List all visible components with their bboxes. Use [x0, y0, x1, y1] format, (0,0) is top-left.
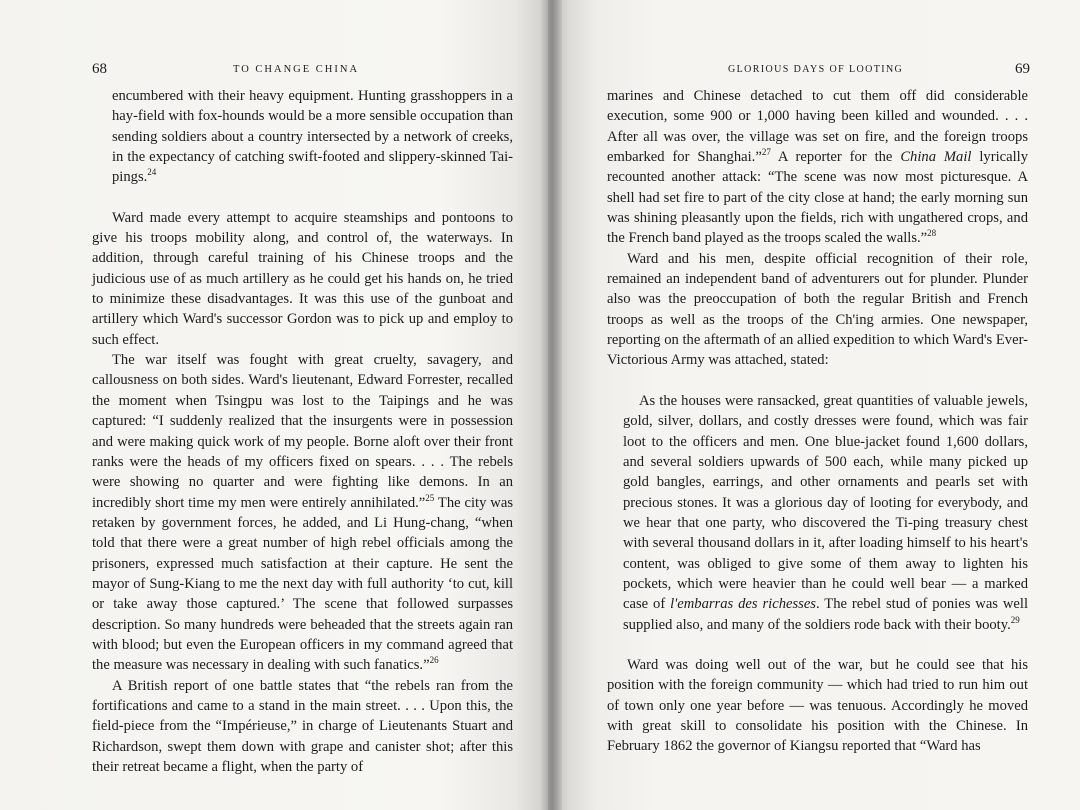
footnote-ref: 28	[927, 228, 937, 239]
paragraph-text: A reporter for the	[770, 149, 901, 166]
paragraph: Ward and his men, despite official recognition of their role, remained an independent band of adventurers out for plunder. Plunder also was the preoccupation of both the regular British and French troops as well as the troops of the Ch'ing armies. One newspaper, reporting on the aftermath of an allied expedition to which Ward's Ever-Victorious Army was attached, stated:	[607, 250, 1028, 369]
italic-phrase: l'embarras des richesses	[670, 596, 816, 613]
paragraph	[607, 86, 1028, 249]
paragraph-text: lyrically recounted another attack: “The scene was now most picturesque. A shell had set fire to part of the city close at hand; the early morning sun was shining pleasantly upon the fields, rich with ungathered crops, and the French band played as the troops scaled the walls.”	[607, 149, 1029, 247]
running-head: TO CHANGE CHINA	[233, 64, 360, 75]
quote-text: . The rebel stud of ponies was well supplied also, and many of the soldiers rode back with their booty.	[623, 596, 1029, 633]
paragraph	[92, 350, 513, 676]
block-quote	[92, 86, 513, 188]
footnote-ref: 29	[1010, 614, 1020, 625]
footnote-ref: 25	[425, 492, 435, 503]
paragraph-text: marines and Chinese detached to cut them off did considerable execution, some 900 or 1,000 having been killed and wounded. . . . After all was over, the village was set on fire, and the foreign troops embarked for Shanghai.”	[607, 88, 1028, 166]
quote-text: As the houses were ransacked, great quantities of valuable jewels, gold, silver, dollars, and costly dresses were found, which was fair loot to the officers and men. One blue-jacket found 1,600 dollars, and several soldiers upwards of 500 each, while many picked up gold bangles, earrings, and other ornaments and pearls set with precious stones. It was a glorious day of looting for everybody, and we hear that one party, who discovered the Ti-ping treasury chest with several thousand dollars in it, after loading himself to his heart's content, was obliged to give some of them away to lighten his pockets, which were heavier than he could well bear — a marked case of	[623, 392, 1028, 613]
body-text	[607, 86, 1028, 757]
quote-text: encumbered with their heavy equipment. Hunting grasshoppers in a hay-field with fox-hounds would be a more sensible occupation than sending soldiers about a country intersected by a network of creeks, in the expectancy of catching swift-footed and slippery-skinned Tai-pings.	[112, 88, 513, 186]
book-gutter	[540, 0, 562, 810]
paragraph-text: The city was retaken by government forces, he added, and Li Hung-chang, “when told that there were a great number of high rebel officials among the prisoners, expressed much satisfaction at their capture. He sent the mayor of Sung-Kiang to me the next day with full authority ‘to cut, kill or take away those captured.’ The scene that followed surpasses description. So many hundreds were beheaded that the streets again ran with blood; but even the European officers in my command agreed that the measure was necessary in dealing with such fanatics.”	[92, 494, 513, 674]
body-text	[92, 86, 513, 777]
right-page	[548, 0, 1080, 810]
footnote-ref: 24	[147, 167, 157, 178]
running-head: GLORIOUS DAYS OF LOOTING	[728, 64, 904, 75]
paragraph: Ward made every attempt to acquire steamships and pontoons to give his troops mobility along, and control of, the waterways. In addition, through careful training of his Chinese troops and the judicious use of as much artillery as he could get his hands on, he tried to minimize these disadvantages. It was this use of the gunboat and artillery which Ward's successor Gordon was to pick up and employ to such effect.	[92, 209, 513, 348]
paragraph-text: The war itself was fought with great cruelty, savagery, and callousness on both sides. Ward's lieutenant, Edward Forrester, recalled the moment when Tsingpu was lost to the Taipings and he was captured: “I suddenly realized that the insurgents were in possession and were making quick work of my people. Borne aloft over their front ranks were the heads of my officers fixed on spears. . . . The rebels were showing no quarter and were fighting like demons. In an incredibly short time my men were entirely annihilated.”	[92, 352, 513, 511]
paragraph: A British report of one battle states that “the rebels ran from the fortifications and came to a stand in the main street. . . . Upon this, the field-piece from the “Impérieuse,” in charge of Lieutenants Stuart and Richardson, swept them down with grape and canister shot; after this their retreat became a flight, when the party of	[92, 677, 513, 775]
publication-title: China Mail	[900, 149, 972, 166]
footnote-ref: 26	[429, 655, 439, 666]
block-quote	[607, 391, 1028, 635]
page-number: 69	[1015, 61, 1030, 77]
paragraph: Ward was doing well out of the war, but he could see that his position with the foreign community — which had tried to run him out of town only one year before — was tenuous. Accordingly he moved with great skill to consolidate his position with the Chinese. In February 1862 the governor of Kiangsu reported that “Ward has	[607, 656, 1028, 755]
footnote-ref: 27	[761, 147, 771, 158]
page-number: 68	[92, 61, 107, 77]
